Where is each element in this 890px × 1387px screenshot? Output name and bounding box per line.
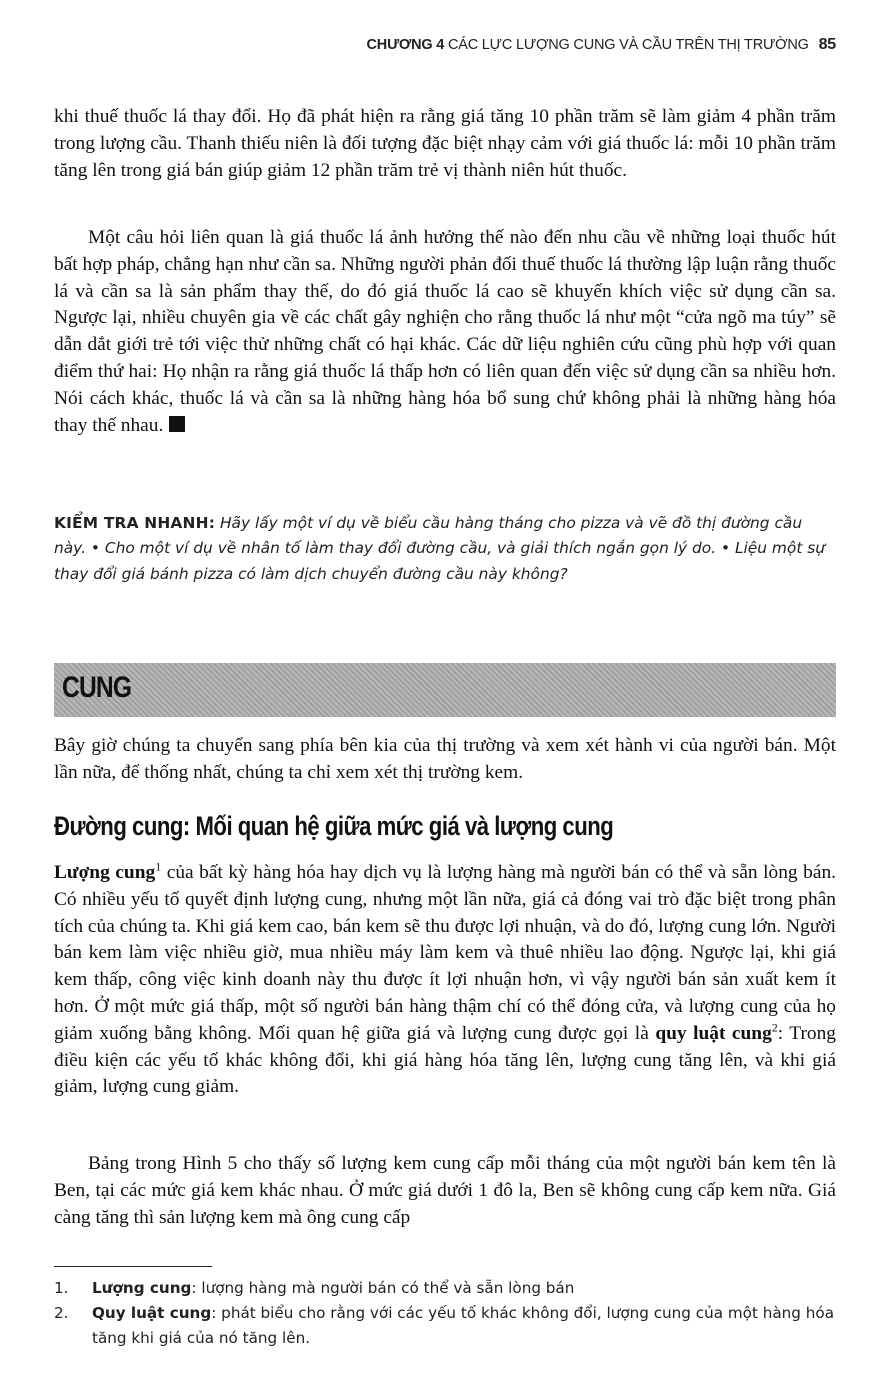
- chapter-number: CHƯƠNG 4: [366, 37, 445, 53]
- footnote-ref-1: 1: [155, 859, 162, 874]
- footnote-number: 2.: [54, 1304, 69, 1322]
- footnote-text: : phát biểu cho rằng với các yếu tố khác không đổi, lượng cung của một hàng hóa tăng khi giá của nó tăng lên.: [92, 1304, 835, 1347]
- footnote-number: 1.: [54, 1279, 69, 1297]
- term-quantity-supplied: Lượng cung: [54, 862, 156, 883]
- footnotes: [54, 1276, 836, 1351]
- section-title: CUNG: [62, 671, 132, 704]
- footnote-ref-2: 2: [771, 1020, 778, 1035]
- running-header: [367, 36, 836, 54]
- quick-quiz-label: KIỂM TRA NHANH:: [54, 514, 216, 532]
- subheading: Đường cung: Mối quan hệ giữa mức giá và lượng cung: [54, 811, 614, 841]
- footnote-term: Quy luật cung: [92, 1304, 212, 1322]
- paragraph-cigarette-marijuana: [54, 225, 836, 439]
- paragraph-continuation: khi thuế thuốc lá thay đổi. Họ đã phát hiện ra rằng giá tăng 10 phần trăm sẽ làm giảm 4 phần trăm trong lượng cầu. Thanh thiếu niên là đối tượng đặc biệt nhạy cảm với giá thuốc lá: mỗi 10 phần trăm tăng lên trong giá bán giúp giảm 12 phần trăm trẻ vị thành niên hút thuốc.: [54, 106, 836, 181]
- page-number: 85: [818, 36, 836, 53]
- chapter-title: CÁC LỰC LƯỢNG CUNG VÀ CẦU TRÊN THỊ TRƯỜNG: [447, 37, 809, 53]
- paragraph-intro-supply: Bây giờ chúng ta chuyển sang phía bên kia của thị trường và xem xét hành vi của người bán. Một lần nữa, để thống nhất, chúng ta chỉ xem xét thị trường kem.: [54, 735, 836, 783]
- paragraph-text: Một câu hỏi liên quan là giá thuốc lá ảnh hưởng thế nào đến nhu cầu về những loại thuốc hút bất hợp pháp, chẳng hạn như cần sa. Những người phản đối thuế thuốc lá thường lập luận rằng thuốc lá và cần sa là sản phẩm thay thế, do đó giá thuốc lá cao sẽ khuyến khích việc sử dụng cần sa. Ngược lại, nhiều chuyên gia về các chất gây nghiện cho rằng thuốc lá như một “cửa ngõ ma túy” sẽ dẫn dắt giới trẻ tới việc thử những chất có hại khác. Các dữ liệu nghiên cứu cũng phù hợp với quan điểm thứ hai: Họ nhận ra rằng giá thuốc lá thấp hơn có liên quan đến việc sử dụng cần sa nhiều hơn. Nói cách khác, thuốc lá và cần sa là những hàng hóa bổ sung chứ không phải là những hàng hóa thay thế nhau.: [54, 227, 836, 436]
- quick-quiz: [54, 511, 836, 587]
- term-law-of-supply: quy luật cung: [655, 1022, 772, 1044]
- end-of-case-square-icon: [169, 416, 185, 432]
- paragraph-text-a: của bất kỳ hàng hóa hay dịch vụ là lượng hàng mà người bán có thể và sẵn lòng bán. Có nhiều yếu tố quyết định lượng cung, nhưng một lần nữa, giá cả đóng vai trò đặc biệt trong phân tích của chúng ta. Khi giá kem cao, bán kem sẽ thu được lợi nhuận, và do đó, lượng cung lớn. Người bán kem làm việc nhiều giờ, mua nhiều máy làm kem và thuê nhiều lao động. Ngược lại, khi giá kem thấp, công việc kinh doanh này thu được ít lợi nhuận hơn, vì vậy người bán sản xuất kem ít hơn. Ở một mức giá thấp, một số người bán hàng thậm chí có thể đóng cửa, và lượng cung của họ giảm xuống bằng không. Mối quan hệ giữa giá và lượng cung được gọi là: [54, 862, 836, 1044]
- paragraph-quantity-supplied: [54, 860, 836, 1101]
- paragraph-text-b: : Trong điều kiện các yếu tố khác không đổi, khi giá hàng hóa tăng lên, lượng cung tăng lên, và khi giá giảm, lượng cung giảm.: [54, 1022, 837, 1098]
- section-banner: [54, 663, 836, 717]
- footnote-term: Lượng cung: [92, 1279, 192, 1297]
- footnote-text: : lượng hàng mà người bán có thể và sẵn lòng bán: [191, 1279, 575, 1297]
- footnote: [54, 1301, 836, 1351]
- footnote-divider: [54, 1266, 212, 1267]
- paragraph-figure-5: Bảng trong Hình 5 cho thấy số lượng kem cung cấp mỗi tháng của một người bán kem tên là Ben, tại các mức giá kem khác nhau. Ở mức giá dưới 1 đô la, Ben sẽ không cung cấp kem nữa. Giá càng tăng thì sản lượng kem mà ông cung cấp: [54, 1153, 836, 1228]
- quick-quiz-text: Hãy lấy một ví dụ về biểu cầu hàng tháng cho pizza và vẽ đồ thị đường cầu này. • Cho một ví dụ về nhân tố làm thay đổi đường cầu, và giải thích ngắn gọn lý do. • Liệu một sự thay đổi giá bánh pizza có làm dịch chuyển đường cầu này không?: [54, 514, 826, 583]
- footnote: [54, 1276, 836, 1301]
